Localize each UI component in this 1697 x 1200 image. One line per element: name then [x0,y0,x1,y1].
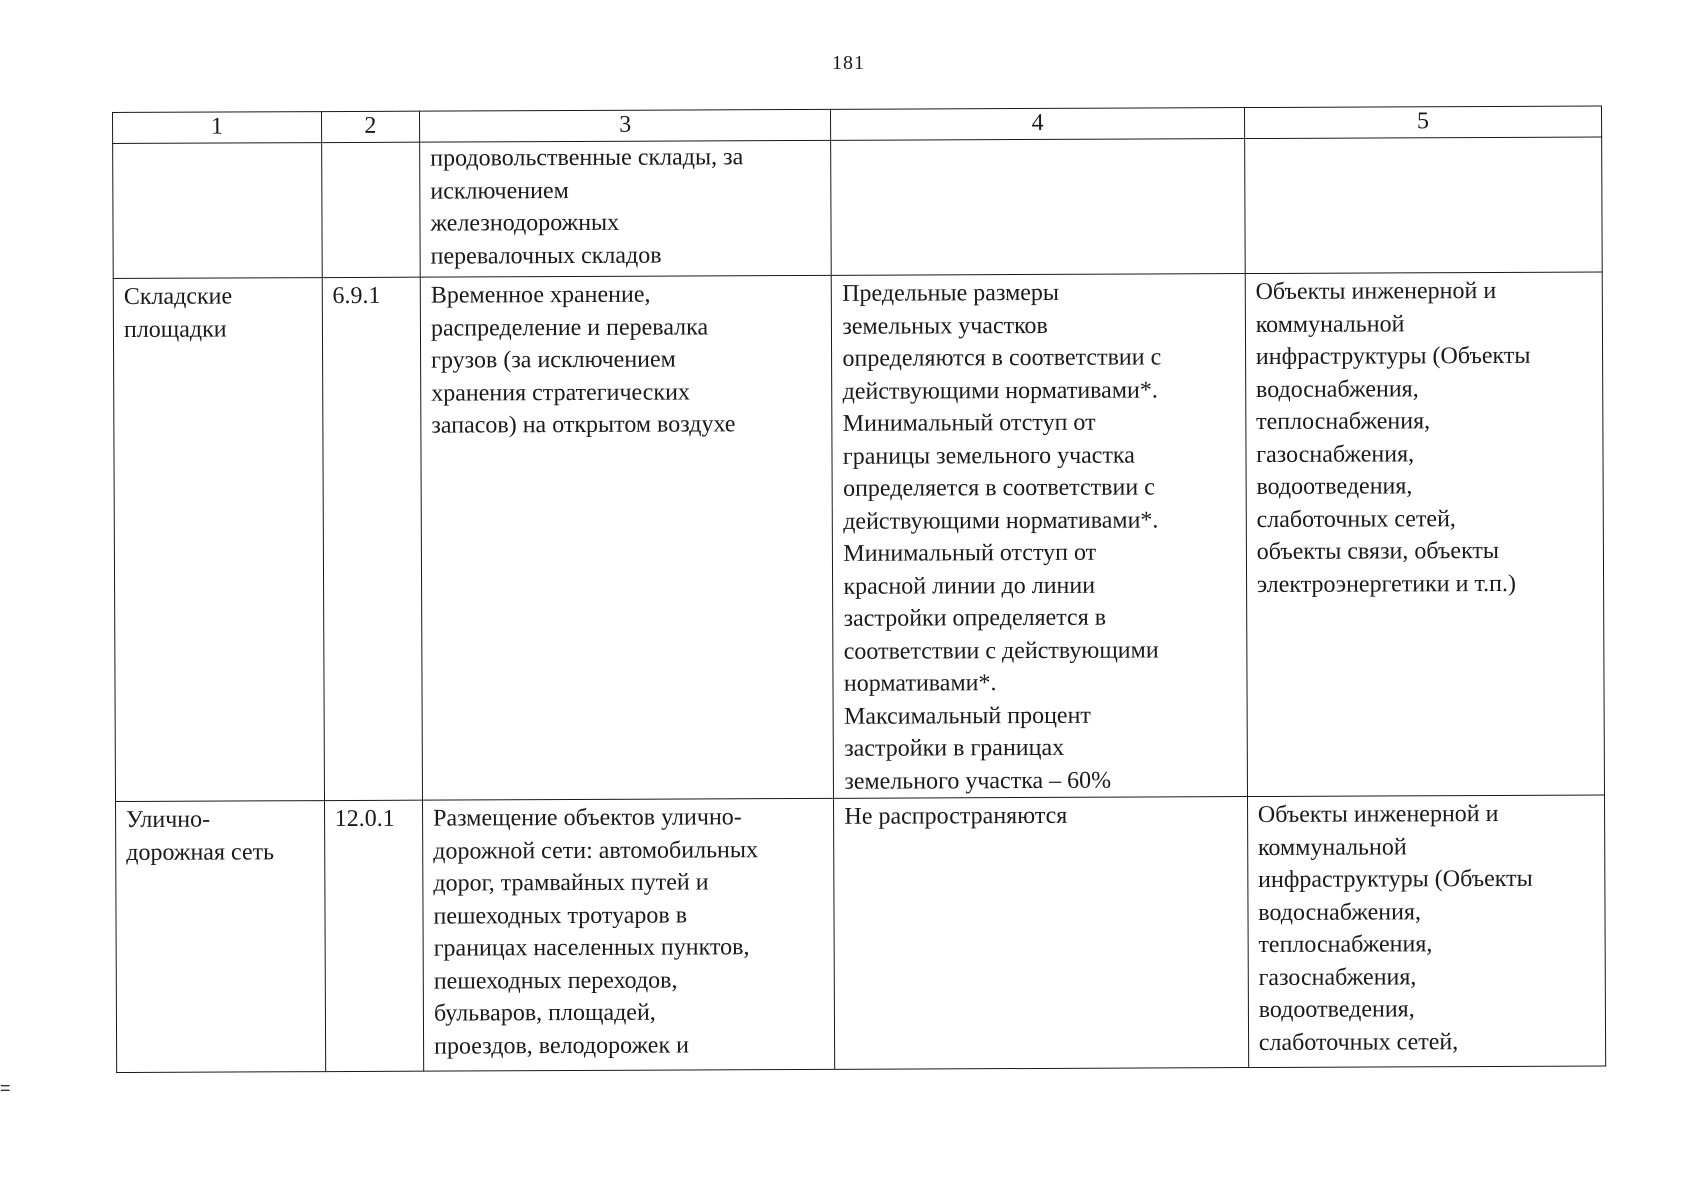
header-col-1: 1 [113,112,322,144]
page-number: 181 [832,52,865,74]
cell-use-description: Временное хранение, распределение и перевалка грузов (за исключением хранения стратегических запасов) на открытом воздухе [420,275,834,800]
table-row [113,272,1604,801]
cell-parameters: Предельные размеры земельных участков определяются в соответствии с действующими нормативами*. Минимальный отступ от границы земельного участка определяется в соответствии с действующими нормативами*. Минимальный отступ от красной линии до линии застройки определяется в соответствии с действующими нормативами*. Максимальный процент застройки в границах земельного участка – 60% [832,274,1248,799]
edge-mark: = [0,1078,11,1098]
cell-use-name: Улично- дорожная сеть [116,801,326,1073]
table-row [113,137,1603,278]
table-row [116,795,1606,1072]
cell-use-code [321,142,420,277]
cell-use-description: продовольственные склады, за исключением железнодорожных перевалочных складов [420,140,832,277]
cell-parameters [831,139,1245,276]
cell-use-description: Размещение объектов улично- дорожной сети: автомобильных дорог, трамвайных путей и пешеходных тротуаров в границах населенных пунктов, пешеходных переходов, бульваров, площадей, проездов, велодорожек и [423,798,836,1071]
cell-auxiliary-uses: Объекты инженерной и коммунальной инфраструктуры (Объекты водоснабжения, теплоснабжения, газоснабжения, водоотведения, слаботочных сетей, [1247,795,1605,1068]
cell-use-name: Складские площадки [113,278,324,802]
header-col-2: 2 [321,111,419,142]
cell-auxiliary-uses: Объекты инженерной и коммунальной инфраструктуры (Объекты водоснабжения, теплоснабжения, газоснабжения, водоотведения, слаботочных сетей, объекты связи, объекты электроэнергетики и т.п.) [1245,272,1605,797]
zoning-table [112,105,1606,1072]
cell-parameters: Не распространяются [834,797,1249,1070]
cell-auxiliary-uses [1244,137,1602,274]
cell-use-code: 6.9.1 [322,277,423,800]
header-col-3: 3 [420,109,832,142]
header-col-4: 4 [831,108,1245,141]
cell-use-name [113,143,322,279]
cell-use-code: 12.0.1 [324,800,424,1071]
header-col-5: 5 [1244,106,1601,139]
